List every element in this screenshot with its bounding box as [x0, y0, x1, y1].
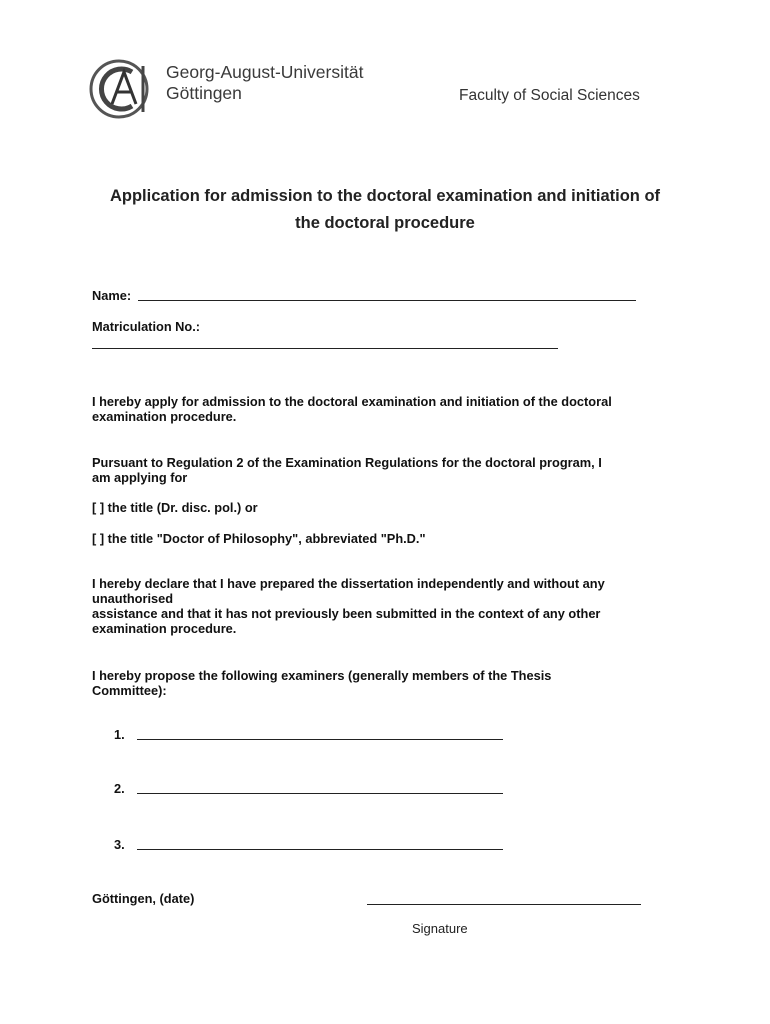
examiner-field-2[interactable] — [137, 793, 503, 794]
declare-line3: assistance and that it has not previously been submitted in the context of any other — [92, 606, 601, 621]
pursuant-paragraph — [92, 455, 602, 485]
examiner-number-3: 3. — [114, 837, 125, 852]
declare-line1: I hereby declare that I have prepared the dissertation independently and without any — [92, 576, 605, 591]
place-date-label: Göttingen, (date) — [92, 891, 195, 906]
examiner-field-3[interactable] — [137, 849, 503, 850]
signature-label: Signature — [412, 921, 468, 936]
faculty-name: Faculty of Social Sciences — [459, 87, 640, 104]
matriculation-label: Matriculation No.: — [92, 319, 201, 334]
option-phd[interactable]: [ ] the title "Doctor of Philosophy", abbreviated "Ph.D." — [92, 531, 426, 546]
university-name-line2: Göttingen — [166, 83, 242, 103]
title-line1: Application for admission to the doctoral examination and initiation of — [109, 187, 661, 205]
matriculation-field[interactable] — [92, 348, 558, 349]
name-label: Name: — [92, 288, 132, 303]
option-dr-disc-pol[interactable]: [ ] the title (Dr. disc. pol.) or — [92, 500, 258, 515]
apply-line1: I hereby apply for admission to the doctoral examination and initiation of the doctoral — [92, 394, 612, 409]
declare-line2: unauthorised — [92, 591, 174, 606]
title-line2: the doctoral procedure — [295, 214, 475, 232]
pursuant-line2: am applying for — [92, 470, 188, 485]
document-title — [80, 183, 690, 237]
pursuant-line1: Pursuant to Regulation 2 of the Examination Regulations for the doctoral program, I — [92, 455, 602, 470]
declaration-paragraph — [92, 576, 605, 636]
name-field[interactable] — [138, 300, 636, 301]
propose-line2: Committee): — [92, 683, 167, 698]
examiner-number-2: 2. — [114, 781, 125, 796]
examiner-number-1: 1. — [114, 727, 125, 742]
propose-line1: I hereby propose the following examiners (generally members of the Thesis — [92, 668, 552, 683]
declare-line4: examination procedure. — [92, 621, 237, 636]
university-name-line1: Georg-August-Universität — [166, 62, 364, 82]
university-logo — [88, 58, 378, 120]
signature-field[interactable] — [367, 904, 641, 905]
apply-paragraph — [92, 394, 612, 424]
university-seal-icon — [88, 58, 158, 120]
propose-paragraph — [92, 668, 551, 698]
apply-line2: examination procedure. — [92, 409, 237, 424]
examiner-field-1[interactable] — [137, 739, 503, 740]
